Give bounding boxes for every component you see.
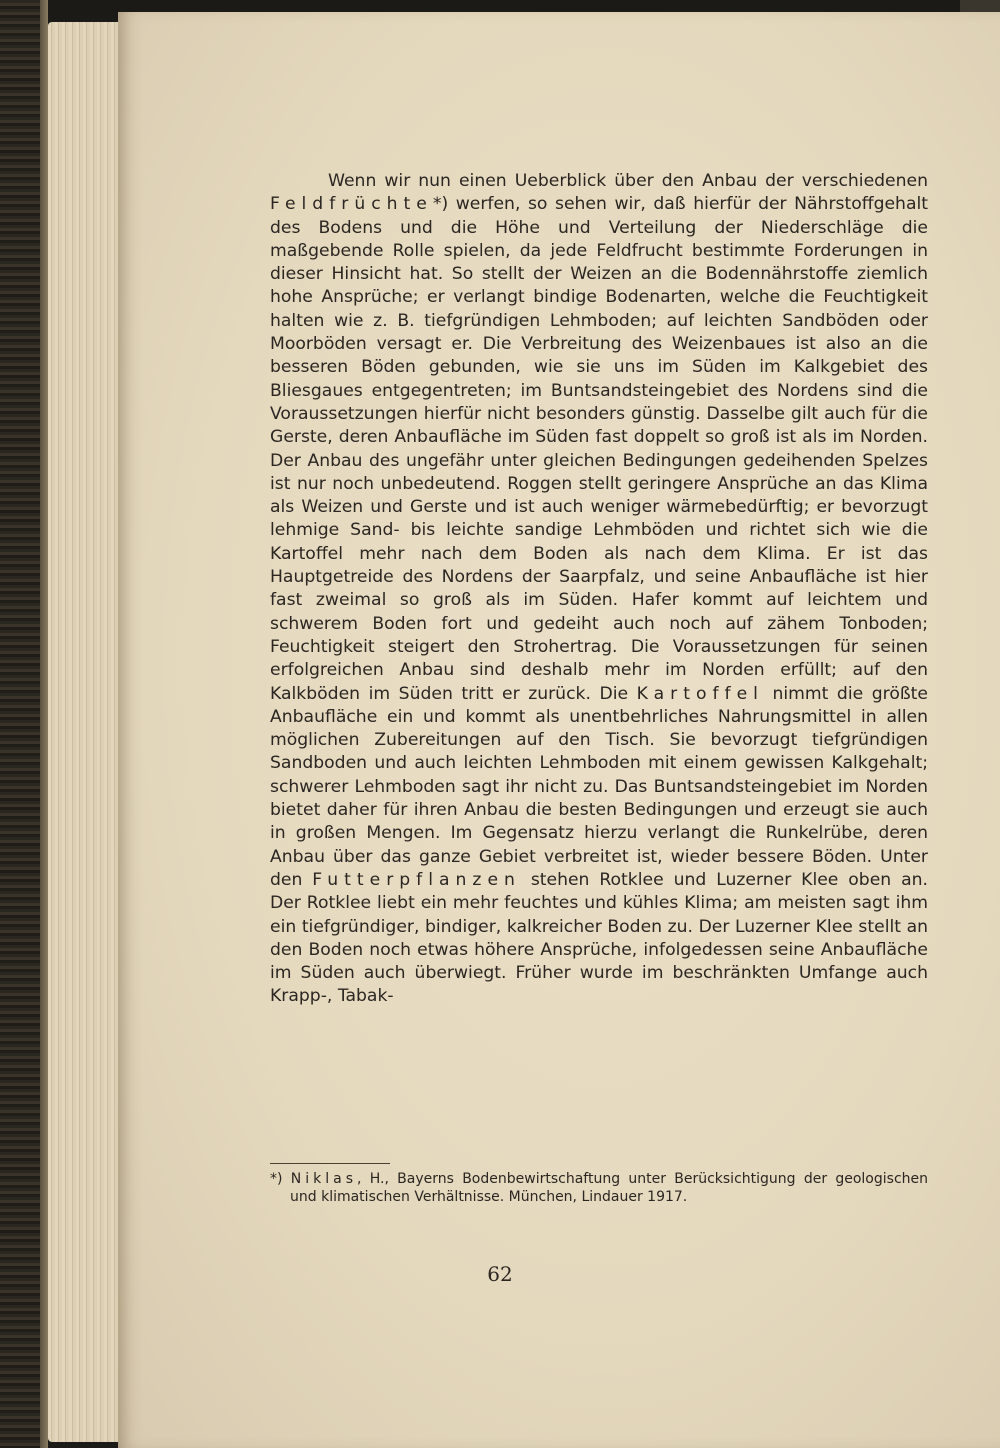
text-part-3: nimmt die größte Anbaufläche ein und kommt als unentbehrliches Nahrungsmittel in allen möglichen Zubereitungen auf den Tisch. Sie bevorzugt tiefgründigen Sandboden und auch leichten Lehmboden mit einem gewissen Kalkgehalt; schwerer Lehmboden sagt ihr nicht zu. Das Buntsandsteingebiet im Norden bietet daher für ihren Anbau die besten Bedingungen und erzeugt sie auch in großen Mengen. Im Gegensatz hierzu verlangt die Runkelrübe, deren Anbau über das ganze Gebiet verbreitet ist, wieder bessere Böden. Unter den <box>270 683 928 890</box>
emph-futterpflanzen: Futterpflanzen <box>312 869 521 890</box>
footnote-author: Niklas <box>290 1171 357 1187</box>
footnote-rule <box>270 1163 390 1164</box>
binding-edge <box>40 0 48 1448</box>
footnote-text <box>270 1170 928 1206</box>
emph-kartoffel: Kartoffel <box>636 683 764 704</box>
scan-corner <box>960 0 1000 12</box>
emph-feldfruechte: Feldfrüchte <box>270 194 433 215</box>
main-paragraph <box>270 170 928 1009</box>
footnote-reference: , H., Bayerns Bodenbewirtschaftung unter Berücksichtigung der geologischen und klimatischen Verhältnisse. München, Lindauer 1917. <box>290 1171 928 1205</box>
body-text <box>270 170 928 1009</box>
page-number: 62 <box>487 1262 513 1286</box>
page-edges <box>48 22 128 1442</box>
text-part-2: *) werfen, so sehen wir, daß hierfür der Nährstoffgehalt des Bodens und die Höhe und Verteilung der Niederschläge die maßgebende Rolle spielen, da jede Feldfrucht bestimmte Forderungen in dieser Hinsicht hat. So stellt der Weizen an die Bodennährstoffe ziemlich hohe Ansprüche; er verlangt bindige Bodenarten, welche die Feuchtigkeit halten wie z. B. tiefgründigen Lehmboden; auf leichten Sandböden oder Moorböden versagt er. Die Verbreitung des Weizenbaues ist also an die besseren Böden gebunden, wie sie uns im Süden im Kalkgebiet des Bliesgaues entgegentreten; im Buntsandsteingebiet des Nordens sind die Voraussetzungen hierfür nicht besonders günstig. Dasselbe gilt auch für die Gerste, deren Anbaufläche im Süden fast doppelt so groß ist als im Norden. Der Anbau des ungefähr unter gleichen Bedingungen gedeihenden Spelzes ist nur noch unbedeutend. Roggen stellt geringere Ansprüche an das Klima als Weizen und Gerste und ist auch weniger wärmebedürftig; er bevorzugt lehmige Sand- bis leichte sandige Lehmböden und richtet sich wie die Kartoffel mehr nach dem Boden als nach dem Klima. Er ist das Hauptgetreide des Nordens der Saarpfalz, und seine Anbaufläche ist hier fast zweimal so groß als im Süden. Hafer kommt auf leichtem und schwerem Boden fort und gedeiht auch noch auf zähem Tonboden; Feuchtigkeit steigert den Strohertrag. Die Voraussetzungen für seinen erfolgreichen Anbau sind deshalb mehr im Norden erfüllt; auf den Kalkböden im Süden tritt er zurück. Die <box>270 194 928 704</box>
text-part-1: Wenn wir nun einen Ueberblick über den Anbau der verschiedenen <box>328 171 928 191</box>
footnote <box>270 1170 928 1206</box>
footnote-marker: *) <box>270 1171 291 1187</box>
text-part-4: stehen Rotklee und Luzerner Klee oben an. Der Rotklee liebt ein mehr feuchtes und kühles Klima; am meisten sagt ihm ein tiefgründiger, bindiger, kalkreicher Boden zu. Der Luzerner Klee stellt an den Boden noch etwas höhere Ansprüche, infolgedessen seine Anbaufläche im Süden auch überwiegt. Früher wurde im beschränkten Umfange auch Krapp-, Tabak- <box>270 869 928 1007</box>
